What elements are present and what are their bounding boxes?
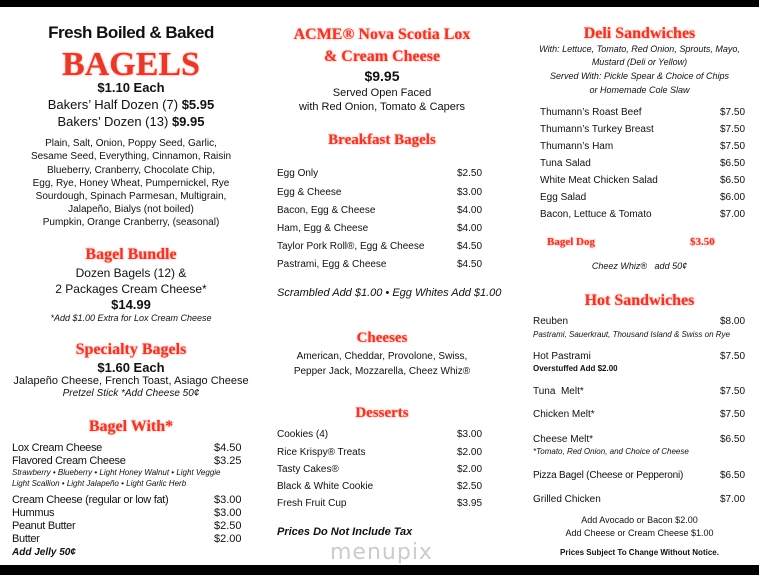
bagel-dog-price: $3.50: [690, 236, 715, 248]
add-jelly: Add Jelly 50¢: [12, 547, 76, 558]
watermark: menupix: [330, 540, 433, 565]
item-name: Bacon, Egg & Cheese: [277, 205, 376, 216]
item-name: Thumann’s Turkey Breast: [540, 124, 654, 135]
item-price: $4.00: [457, 205, 483, 216]
item-name: Flavored Cream Cheese: [12, 455, 126, 467]
dozen-price: $9.95: [171, 114, 205, 129]
half-dozen-label: Bakers’ Half Dozen (7): [47, 97, 179, 112]
item-name: Fresh Fruit Cup: [277, 498, 347, 509]
item-name: Hot Pastrami: [533, 351, 591, 362]
hot-title: Hot Sandwiches: [584, 292, 695, 309]
lox-line: Served Open Faced: [332, 87, 432, 99]
item-price: $6.50: [720, 158, 746, 169]
specialty-each: $1.60 Each: [97, 360, 165, 375]
cheeses-line: American, Cheddar, Provolone, Swiss,: [296, 351, 468, 362]
item-name: Pizza Bagel (Cheese or Pepperoni): [533, 470, 684, 481]
item-price: $6.50: [720, 434, 746, 445]
lox-price: $9.95: [364, 68, 400, 84]
item-name: Peanut Butter: [12, 520, 76, 532]
flavor-line: Sourdough, Spinach Parmesan, Multigrain,: [35, 191, 227, 202]
item-price: $3.00: [457, 187, 483, 198]
flavor-line: Sesame Seed, Everything, Cinnamon, Raisin: [30, 151, 232, 162]
deli-desc: or Homemade Cole Slaw: [589, 85, 690, 95]
item-name: Ham, Egg & Cheese: [277, 223, 369, 234]
item-price: $4.50: [214, 442, 242, 454]
deli-title: Deli Sandwiches: [583, 25, 696, 42]
desserts-title: Desserts: [355, 405, 409, 421]
item-name: Egg & Cheese: [277, 187, 342, 198]
item-name: Grilled Chicken: [533, 494, 601, 505]
breakfast-title: Breakfast Bagels: [328, 132, 436, 148]
item-price: $7.50: [720, 351, 746, 362]
item-sub: *Tomato, Red Onion, and Choice of Cheese: [533, 447, 689, 456]
item-price: $4.50: [457, 259, 483, 270]
bagels-title: BAGELS: [62, 46, 200, 83]
specialty-line: Pretzel Stick *Add Cheese 50¢: [62, 388, 200, 399]
item-price: $4.00: [457, 223, 483, 234]
half-dozen: [0, 98, 262, 111]
item-price: $3.00: [214, 494, 242, 506]
item-name: Egg Salad: [540, 192, 587, 203]
add-avocado: Add Avocado or Bacon $2.00: [581, 515, 698, 525]
item-price: $2.50: [457, 168, 483, 179]
item-name: Tuna Salad: [540, 158, 591, 169]
item-price: $2.50: [214, 520, 242, 532]
item-name: Rice Krispy® Treats: [277, 447, 366, 458]
cheeses-title: Cheeses: [356, 330, 408, 346]
lox-title: ACME® Nova Scotia Lox: [293, 26, 471, 43]
breakfast-note: Scrambled Add $1.00 • Egg Whites Add $1.00: [277, 287, 502, 299]
flavor-line: Jalapeño, Bialys (not boiled): [68, 204, 194, 215]
flavor-line: Plain, Salt, Onion, Poppy Seed, Garlic,: [45, 138, 217, 149]
dozen: [0, 115, 262, 128]
item-name: Black & White Cookie: [277, 481, 374, 492]
item-name: Thumann’s Roast Beef: [540, 107, 642, 118]
cream-flavors: Light Scallion • Light Jalapeño • Light Garlic Herb: [12, 479, 187, 488]
deli-desc: With: Lettuce, Tomato, Red Onion, Sprouts, Mayo,: [539, 44, 740, 54]
specialty-title: Specialty Bagels: [75, 341, 187, 358]
item-name: Pastrami, Egg & Cheese: [277, 259, 387, 270]
bagel-dog-title: Bagel Dog: [547, 236, 595, 248]
item-name: White Meat Chicken Salad: [540, 175, 658, 186]
item-price: $3.00: [214, 507, 242, 519]
item-sub: Pastrami, Sauerkraut, Thousand Island & Swiss on Rye: [533, 330, 730, 339]
item-price: $7.50: [720, 141, 746, 152]
item-name: Reuben: [533, 316, 569, 327]
bottom-border: [0, 565, 759, 575]
bundle-line: Dozen Bagels (12) &: [75, 266, 187, 280]
fresh-title: Fresh Boiled & Baked: [48, 23, 214, 42]
bagel-dog-note: Cheez Whiz® add 50¢: [591, 261, 688, 271]
specialty-line: Jalapeño Cheese, French Toast, Asiago Cheese: [13, 375, 249, 387]
each-price: $1.10 Each: [97, 80, 165, 95]
item-price: $7.50: [720, 409, 746, 420]
item-name: Thumann’s Ham: [540, 141, 614, 152]
item-price: $2.50: [457, 481, 483, 492]
item-name: Lox Cream Cheese: [12, 442, 102, 454]
item-price: $6.50: [720, 470, 746, 481]
item-price: $3.25: [214, 455, 242, 467]
cream-flavors: Strawberry • Blueberry • Light Honey Walnut • Light Veggie: [12, 468, 221, 477]
item-price: $2.00: [214, 533, 242, 545]
item-price: $7.50: [720, 386, 746, 397]
tax-note: Prices Do Not Include Tax: [277, 526, 413, 538]
deli-desc: Served With: Pickle Spear & Choice of Chips: [550, 71, 729, 81]
flavor-line: Blueberry, Cranberry, Chocolate Chip,: [46, 165, 216, 176]
item-name: Cookies (4): [277, 429, 329, 440]
item-name: Tasty Cakes®: [277, 464, 339, 475]
item-name: Butter: [12, 533, 40, 545]
item-price: $8.00: [720, 316, 746, 327]
item-name: Cheese Melt*: [533, 434, 594, 445]
item-sub: Overstuffed Add $2.00: [533, 364, 618, 373]
item-price: $3.95: [457, 498, 483, 509]
deli-desc: Mustard (Deli or Yellow): [591, 57, 688, 67]
item-price: $7.50: [720, 124, 746, 135]
item-name: Taylor Pork Roll®, Egg & Cheese: [277, 241, 425, 252]
item-price: $4.50: [457, 241, 483, 252]
item-name: Tuna Melt*: [533, 386, 584, 397]
item-price: $7.50: [720, 107, 746, 118]
bundle-title: Bagel Bundle: [85, 246, 177, 263]
item-name: Chicken Melt*: [533, 409, 595, 420]
bundle-price: $14.99: [111, 297, 151, 312]
item-name: Cream Cheese (regular or low fat): [12, 494, 169, 506]
dozen-label: Bakers’ Dozen (13): [57, 114, 169, 129]
item-price: $7.00: [720, 494, 746, 505]
add-cheese: Add Cheese or Cream Cheese $1.00: [565, 528, 714, 538]
item-name: Bacon, Lettuce & Tomato: [540, 209, 652, 220]
item-name: Egg Only: [277, 168, 319, 179]
bundle-note: *Add $1.00 Extra for Lox Cream Cheese: [50, 313, 212, 323]
bundle-line: 2 Packages Cream Cheese*: [55, 282, 207, 296]
top-border: [0, 0, 759, 7]
item-price: $3.00: [457, 429, 483, 440]
item-price: $6.50: [720, 175, 746, 186]
half-dozen-price: $5.95: [181, 97, 215, 112]
flavor-line: Pumpkin, Orange Cranberry, (seasonal): [42, 217, 220, 228]
lox-title: & Cream Cheese: [323, 48, 441, 65]
item-price: $7.00: [720, 209, 746, 220]
item-price: $2.00: [457, 464, 483, 475]
bagel-with-title: Bagel With*: [88, 418, 174, 435]
price-notice: Prices Subject To Change Without Notice.: [560, 548, 719, 557]
item-name: Hummus: [12, 507, 55, 519]
item-price: $2.00: [457, 447, 483, 458]
cheeses-line: Pepper Jack, Mozzarella, Cheez Whiz®: [293, 366, 471, 377]
item-price: $6.00: [720, 192, 746, 203]
lox-line: with Red Onion, Tomato & Capers: [298, 101, 466, 113]
flavor-line: Egg, Rye, Honey Wheat, Pumpernickel, Rye: [32, 178, 230, 189]
